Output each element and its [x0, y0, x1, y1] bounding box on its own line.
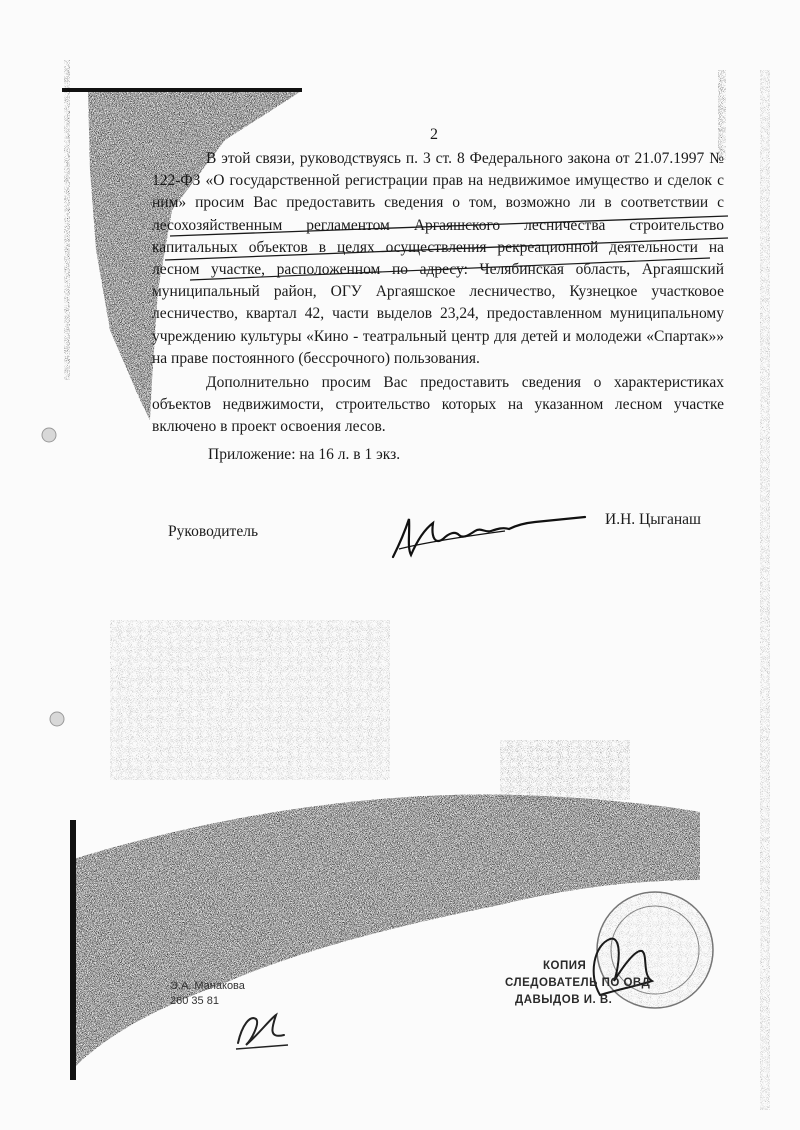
signatory-name: И.Н. Цыганаш — [605, 511, 701, 528]
signature-image — [385, 505, 595, 565]
page-number: 2 — [430, 126, 438, 143]
handwritten-underlines — [150, 200, 740, 290]
attachment-note: Приложение: на 16 л. в 1 экз. — [208, 446, 401, 463]
copy-stamp-name: ДАВЫДОВ И. В. — [515, 994, 613, 1006]
executor-name: Э.А. Манакова — [170, 980, 245, 992]
executor-phone: 260 35 81 — [170, 995, 219, 1007]
paragraph-additional: Дополнительно просим Вас предоставить сведения о характеристиках объектов недвижимости, строительство которых на указанном лесном участке включено в проект освоения лесов. — [152, 374, 724, 436]
copy-stamp-position: СЛЕДОВАТЕЛЬ ПО ОВД — [505, 977, 651, 989]
paragraph-request: В этой связи, руководствуясь п. 3 ст. 8 Федерального закона от 21.07.1997 № 122-ФЗ «О государственной регистрации прав на недвижимое имущество и сделок с ним» просим Вас предоставить сведения о том, возможно ли в соответствии с лесохозяйственным регламентом Аргаяшского лесничества строительство капитальных объектов в целях осуществления рекреационной деятельности на лесном участке, расположенном по адресу: Челябинская область, Аргаяшский муниципальный район, ОГУ Аргаяшское лесничество, Кузнецкое участковое лесничество, квартал 42, части выделов 23,24, предоставленном муниципальному учреждению культуры «Кино - театральный центр для детей и молодежи «Спартак»» на праве постоянного (бессрочного) пользования. — [152, 150, 724, 367]
copy-certification-stamp — [505, 958, 650, 1009]
copy-stamp-title: КОПИЯ — [543, 960, 587, 972]
signatory-title: Руководитель — [168, 523, 259, 540]
initials-signature — [232, 1005, 292, 1055]
